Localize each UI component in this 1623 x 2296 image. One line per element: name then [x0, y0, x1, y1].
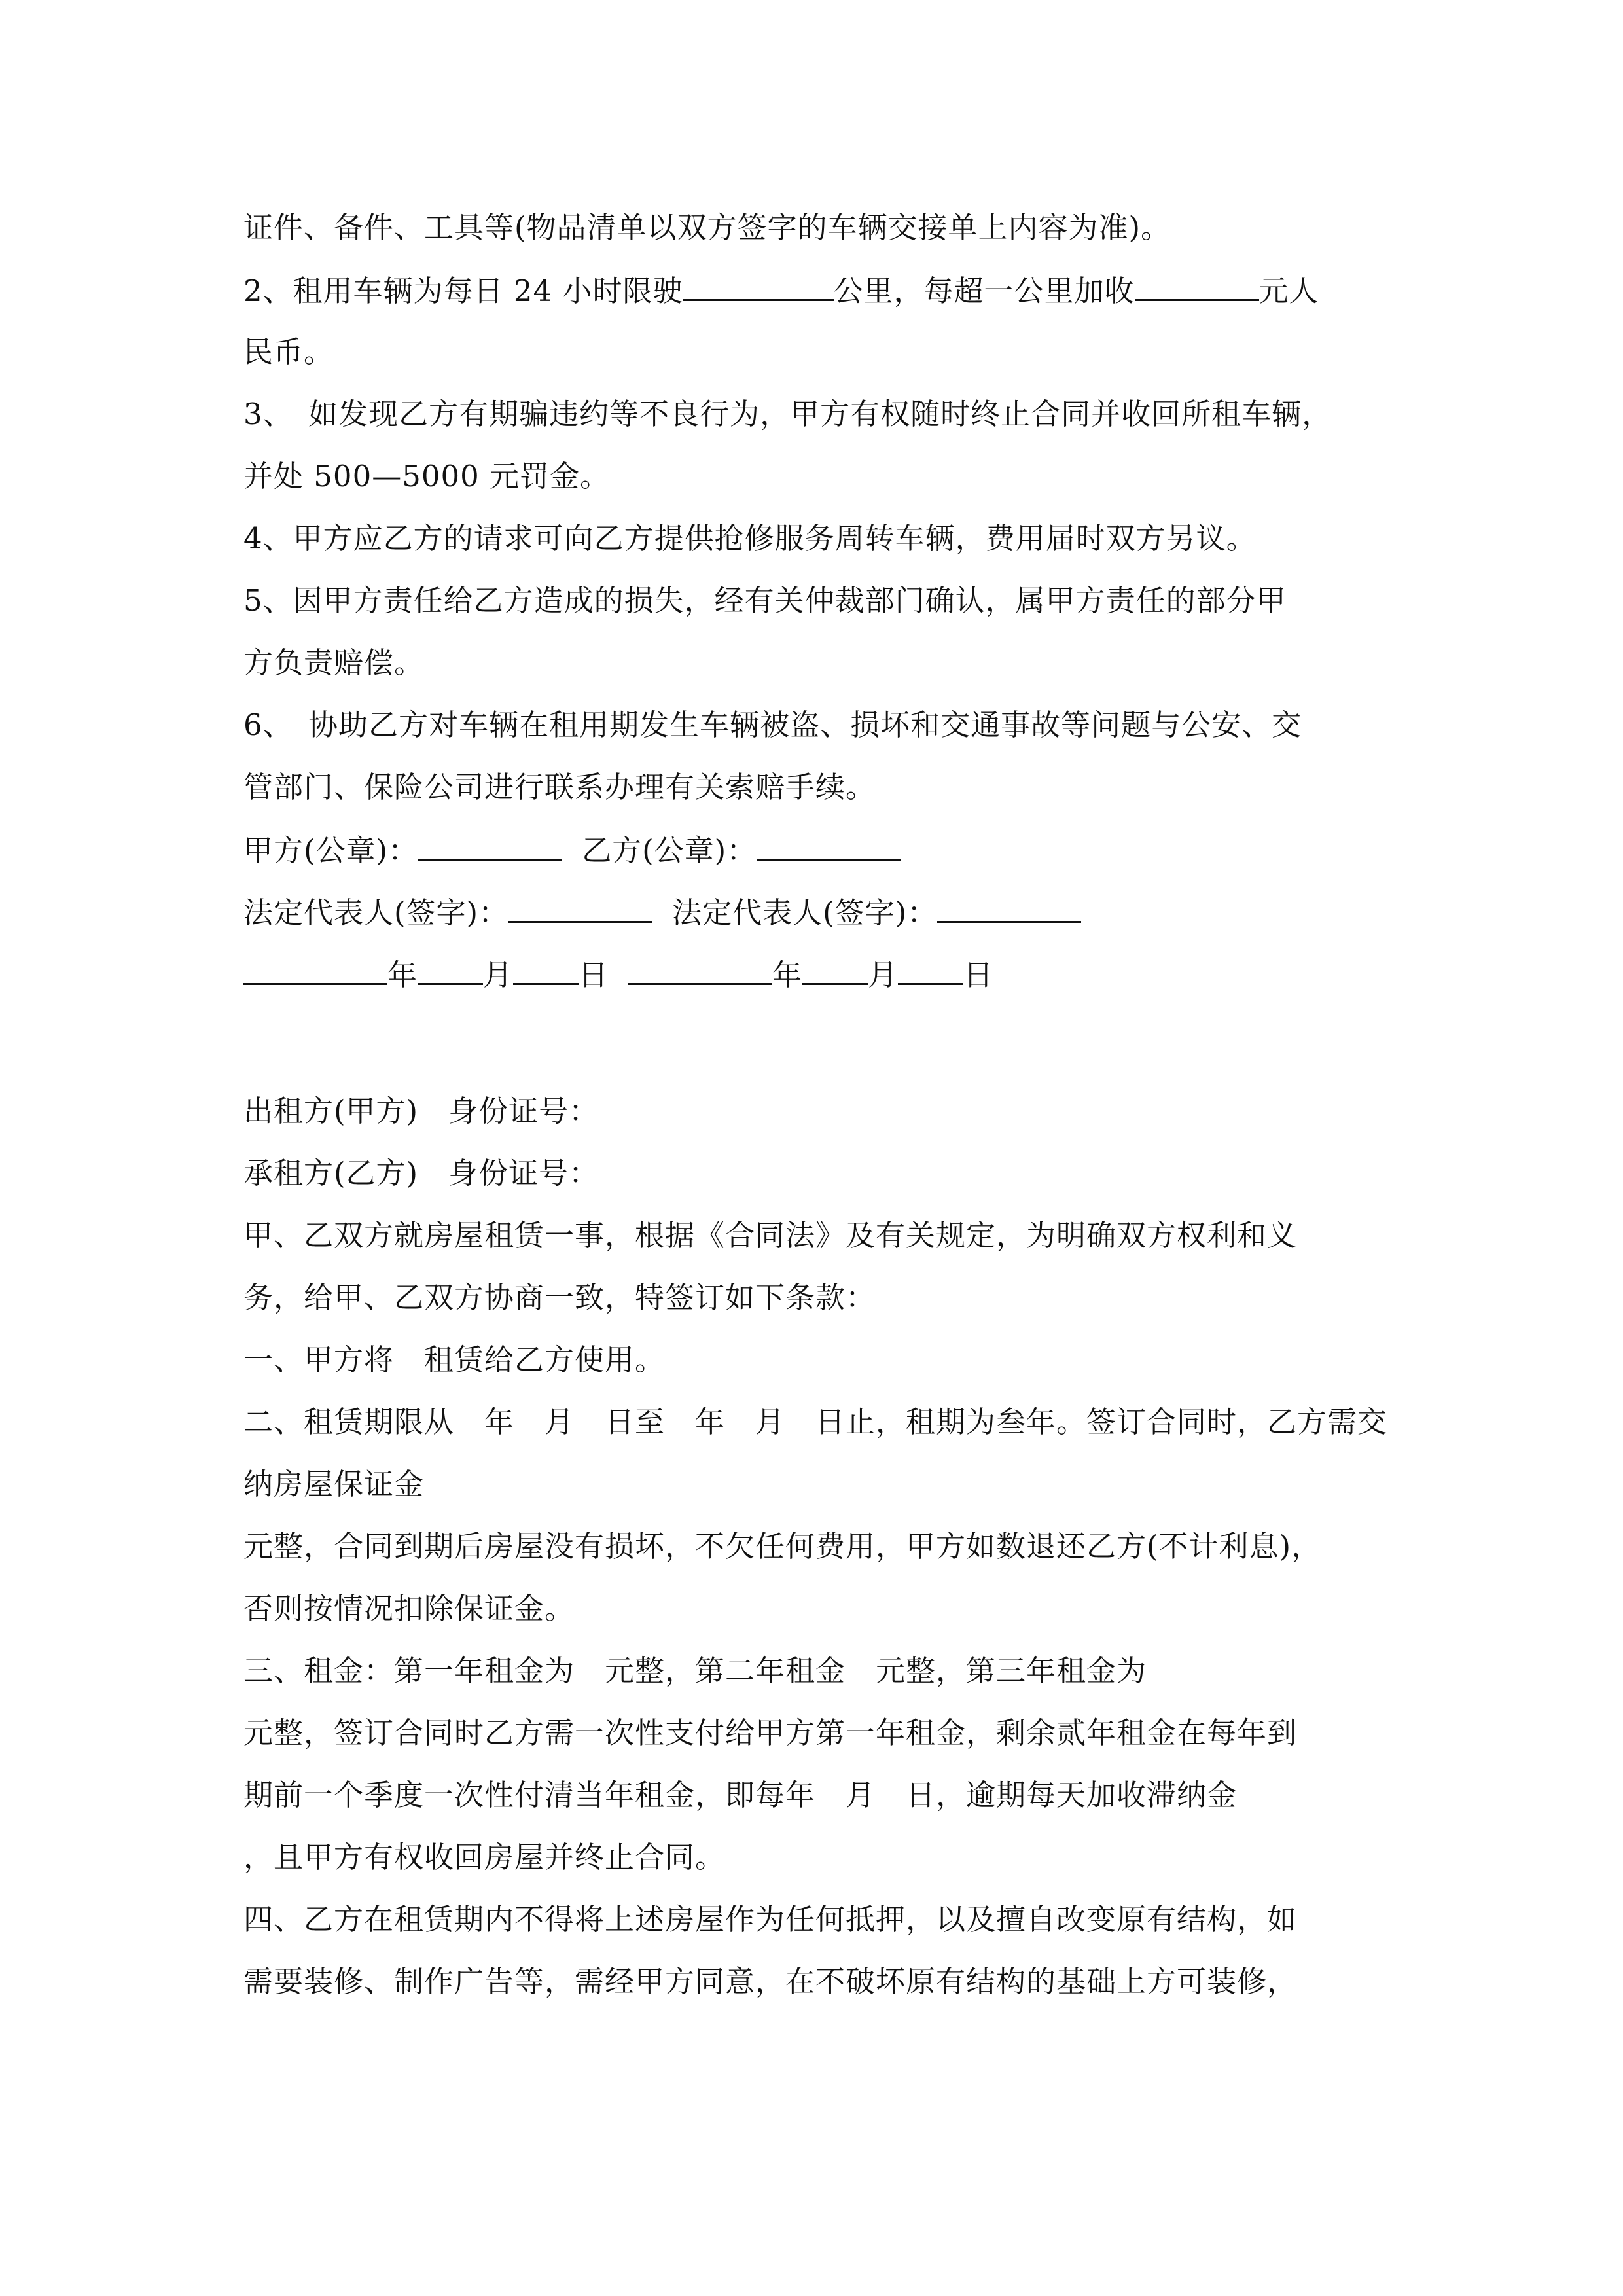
party-a-seal-label: 甲方(公章)： [243, 833, 419, 868]
year-label: 年 [387, 958, 418, 992]
party-b-seal-blank[interactable] [757, 830, 901, 861]
text-line: 并处 500—5000 元罚金。 [243, 459, 611, 493]
text-line: 务，给甲、乙双方协商一致，特签订如下条款： [243, 1280, 876, 1315]
seal-line [243, 830, 901, 870]
mileage-limit-blank[interactable] [683, 270, 834, 301]
year-label: 年 [772, 958, 803, 992]
text-line: 纳房屋保证金 [243, 1467, 425, 1501]
clause-2-line [243, 270, 1319, 311]
text-line: 民币。 [243, 334, 334, 369]
text-line: 期前一个季度一次性付清当年租金，即每年 月 日，逾期每天加收滞纳金 [243, 1778, 1238, 1812]
text-line: 承租方(乙方) 身份证号： [243, 1156, 599, 1191]
year-a-blank[interactable] [243, 954, 387, 985]
month-b-blank[interactable] [802, 954, 868, 985]
legal-rep-b-blank[interactable] [937, 892, 1081, 923]
clause-2-prefix: 2、租用车辆为每日 24 小时限驶 [243, 274, 683, 308]
party-a-seal-blank[interactable] [418, 830, 562, 861]
text-line: 需要装修、制作广告等，需经甲方同意，在不破坏原有结构的基础上方可装修， [243, 1964, 1298, 1999]
text-line: 甲、乙双方就房屋租赁一事，根据《合同法》及有关规定，为明确双方权利和义 [243, 1218, 1298, 1253]
text-line: 4、甲方应乙方的请求可向乙方提供抢修服务周转车辆，费用届时双方另议。 [243, 521, 1257, 556]
clause-2-middle: 公里，每超一公里加收 [833, 274, 1135, 308]
legal-rep-b-label: 法定代表人(签字)： [672, 895, 938, 930]
month-a-blank[interactable] [418, 954, 483, 985]
text-line: 管部门、保险公司进行联系办理有关索赔手续。 [243, 770, 876, 804]
text-line: 方负责赔偿。 [243, 645, 425, 680]
day-label: 日 [963, 958, 994, 992]
text-line: 一、甲方将 租赁给乙方使用。 [243, 1342, 666, 1377]
day-a-blank[interactable] [513, 954, 579, 985]
text-line: 3、 如发现乙方有期骗违约等不良行为，甲方有权随时终止合同并收回所租车辆， [243, 397, 1332, 431]
year-b-blank[interactable] [628, 954, 772, 985]
legal-rep-a-label: 法定代表人(签字)： [243, 895, 509, 930]
party-b-seal-label: 乙方(公章)： [582, 833, 757, 868]
date-line [243, 954, 993, 995]
text-line: 二、租赁期限从 年 月 日至 年 月 日止，租期为叁年。签订合同时，乙方需交 [243, 1405, 1388, 1439]
legal-rep-a-blank[interactable] [508, 892, 652, 923]
text-line: 5、因甲方责任给乙方造成的损失，经有关仲裁部门确认，属甲方责任的部分甲 [243, 583, 1287, 618]
text-line: 元整，签订合同时乙方需一次性支付给甲方第一年租金，剩余贰年租金在每年到 [243, 1715, 1298, 1750]
text-line: ，且甲方有权收回房屋并终止合同。 [243, 1840, 726, 1874]
text-line: 三、租金：第一年租金为 元整，第二年租金 元整，第三年租金为 [243, 1653, 1147, 1688]
surcharge-blank[interactable] [1135, 270, 1259, 301]
text-line: 四、乙方在租赁期内不得将上述房屋作为任何抵押，以及擅自改变原有结构，如 [243, 1902, 1298, 1937]
text-line: 出租方(甲方) 身份证号： [243, 1094, 599, 1128]
day-b-blank[interactable] [898, 954, 963, 985]
clause-2-suffix: 元人 [1258, 274, 1319, 308]
text-line: 元整，合同到期后房屋没有损坏，不欠任何费用，甲方如数退还乙方(不计利息)， [243, 1529, 1322, 1564]
text-line: 证件、备件、工具等(物品清单以双方签字的车辆交接单上内容为准)。 [243, 210, 1171, 245]
month-label: 月 [483, 958, 514, 992]
text-line: 6、 协助乙方对车辆在租用期发生车辆被盗、损坏和交通事故等问题与公安、交 [243, 708, 1302, 742]
legal-rep-line [243, 892, 1081, 933]
text-line: 否则按情况扣除保证金。 [243, 1591, 575, 1626]
day-label: 日 [579, 958, 609, 992]
month-label: 月 [868, 958, 899, 992]
